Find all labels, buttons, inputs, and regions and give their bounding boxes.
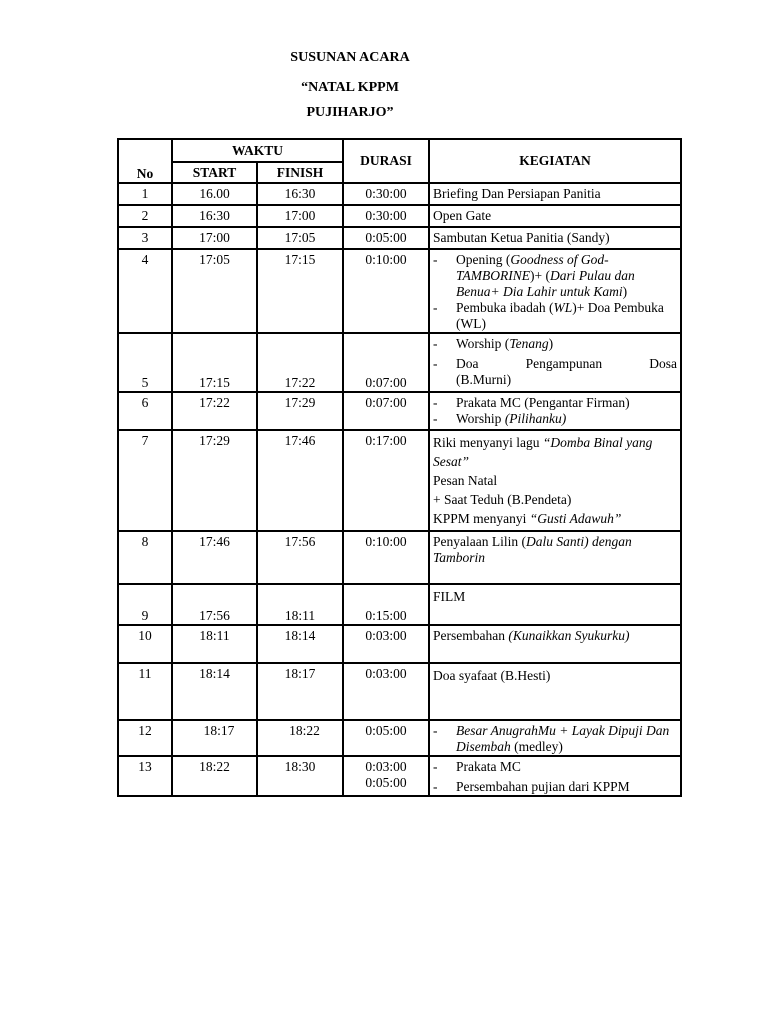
song-title: Besar AnugrahMu + Layak Dipuji Dan Disembah: [456, 723, 670, 754]
header-durasi: DURASI: [343, 139, 429, 183]
header-start: START: [172, 162, 257, 183]
bullet-dash: -: [433, 300, 438, 315]
bullet-dash: -: [433, 336, 438, 351]
text-line: [433, 509, 677, 528]
cell-kegiatan: [429, 430, 681, 531]
cell-finish: 18:11: [257, 584, 343, 625]
cell-no: 5: [118, 333, 172, 392]
cell-finish: 17:46: [257, 430, 343, 531]
cell-kegiatan: [429, 720, 681, 756]
cell-durasi: 0:07:00: [343, 392, 429, 430]
cell-start: 18:22: [172, 756, 257, 796]
cell-start: 17:22: [172, 392, 257, 430]
cell-durasi: 0:10:00: [343, 249, 429, 333]
table-row: [118, 663, 681, 720]
cell-no: 10: [118, 625, 172, 663]
table-row: [118, 625, 681, 663]
cell-finish: 18:30: [257, 756, 343, 796]
text-run: Riki menyanyi lagu: [433, 435, 543, 450]
cell-finish: 18:17: [257, 663, 343, 720]
header-kegiatan: KEGIATAN: [429, 139, 681, 183]
cell-kegiatan: FILM: [429, 584, 681, 625]
cell-start: 17:29: [172, 430, 257, 531]
bullet-dash: -: [433, 252, 438, 267]
cell-no: 13: [118, 756, 172, 796]
table-row: [118, 227, 681, 249]
cell-no: 11: [118, 663, 172, 720]
cell-finish: 17:29: [257, 392, 343, 430]
table-row: [118, 183, 681, 205]
cell-durasi: 0:17:00: [343, 430, 429, 531]
list-item: [433, 779, 677, 795]
cell-no: 1: [118, 183, 172, 205]
cell-durasi: 0:07:00: [343, 333, 429, 392]
cell-start: 17:00: [172, 227, 257, 249]
cell-no: 9: [118, 584, 172, 625]
cell-start: 18:17: [172, 720, 257, 756]
cell-kegiatan: [429, 531, 681, 584]
song-title: (Pilihanku): [504, 411, 567, 426]
cell-durasi: 0:30:00: [343, 205, 429, 227]
cell-start: 17:05: [172, 249, 257, 333]
song-title: “Domba Binal yang Sesat”: [433, 435, 653, 469]
cell-no: 12: [118, 720, 172, 756]
cell-kegiatan: [429, 625, 681, 663]
text-run-italic: Dalu Santi) dengan Tamborin: [433, 534, 632, 565]
cell-kegiatan: Sambutan Ketua Panitia (Sandy): [429, 227, 681, 249]
song-title: “Gusti Adawuh”: [529, 511, 622, 526]
bullet-dash: -: [433, 779, 438, 794]
text-run: )+ (: [530, 268, 550, 283]
durasi-line: 0:05:00: [365, 775, 407, 790]
list-item: [433, 759, 677, 775]
text-run: Persembahan: [433, 628, 509, 643]
header-finish: FINISH: [257, 162, 343, 183]
cell-kegiatan: [429, 756, 681, 796]
cell-start: 16.00: [172, 183, 257, 205]
cell-finish: 18:22: [257, 720, 343, 756]
cell-durasi: 0:03:00: [343, 625, 429, 663]
cell-start: 18:14: [172, 663, 257, 720]
cell-kegiatan: Doa syafaat (B.Hesti): [429, 663, 681, 720]
text-line: Pesan Natal: [433, 473, 498, 488]
cell-start: 16:30: [172, 205, 257, 227]
cell-no: 6: [118, 392, 172, 430]
bullet-dash: -: [433, 411, 438, 426]
song-title: Goodness of God-TAMBORINE: [456, 252, 609, 283]
cell-kegiatan: Open Gate: [429, 205, 681, 227]
cell-finish: 17:05: [257, 227, 343, 249]
list-item: [433, 300, 677, 332]
cell-start: 17:56: [172, 584, 257, 625]
text-run: ): [622, 284, 628, 299]
table-row: [118, 756, 681, 796]
table-row: [118, 430, 681, 531]
document-title: SUSUNAN ACARA: [290, 50, 410, 65]
cell-finish: 17:22: [257, 333, 343, 392]
header-waktu: WAKTU: [172, 139, 343, 162]
text-run: Penyalaan Lilin (: [433, 534, 526, 549]
song-title: (Kunaikkan Syukurku): [508, 628, 630, 643]
text-run: Persembahan pujian dari KPPM: [456, 779, 630, 794]
text-run: Worship: [456, 411, 505, 426]
song-title: Dari Pulau dan Benua+ Dia Lahir untuk Kami: [456, 268, 635, 299]
text-line: [433, 433, 677, 471]
table-row: [118, 392, 681, 430]
cell-kegiatan: [429, 392, 681, 430]
table-row: [118, 205, 681, 227]
cell-no: 4: [118, 249, 172, 333]
text-run: Opening (: [456, 252, 511, 267]
cell-finish: 17:56: [257, 531, 343, 584]
list-item: [433, 723, 677, 755]
table-row: [118, 584, 681, 625]
cell-durasi: 0:05:00: [343, 227, 429, 249]
text-line: + Saat Teduh (B.Pendeta): [433, 492, 572, 507]
cell-durasi: 0:05:00: [343, 720, 429, 756]
cell-start: 17:46: [172, 531, 257, 584]
list-item: [433, 395, 677, 411]
table-row: [118, 249, 681, 333]
document-subtitle-line2: PUJIHARJO”: [306, 105, 394, 120]
schedule-table: [117, 138, 682, 797]
cell-no: 3: [118, 227, 172, 249]
cell-no: 2: [118, 205, 172, 227]
text-run: Prakata MC (Pengantar Firman): [456, 395, 630, 410]
bullet-dash: -: [433, 723, 438, 738]
bullet-dash: -: [433, 759, 438, 774]
list-item: [433, 356, 677, 388]
text-run: Doa Pengampunan Dosa: [456, 356, 678, 371]
text-run: (medley): [510, 739, 563, 754]
cell-no: 7: [118, 430, 172, 531]
cell-kegiatan: Briefing Dan Persiapan Panitia: [429, 183, 681, 205]
song-title: Tenang: [509, 336, 549, 351]
bullet-dash: -: [433, 356, 438, 371]
cell-durasi: 0:03:00: [343, 663, 429, 720]
document-subtitle-line1: “NATAL KPPM: [301, 80, 399, 95]
header-no: No: [118, 139, 172, 183]
text-run-italic: WL: [553, 300, 573, 315]
header-row: [118, 139, 681, 162]
cell-durasi: 0:30:00: [343, 183, 429, 205]
list-item: [433, 336, 677, 352]
cell-finish: 17:00: [257, 205, 343, 227]
list-item: [433, 252, 677, 300]
cell-durasi: [343, 756, 429, 796]
bullet-dash: -: [433, 395, 438, 410]
cell-kegiatan: [429, 249, 681, 333]
durasi-line: 0:03:00: [365, 759, 407, 774]
table-row: [118, 720, 681, 756]
cell-durasi: 0:10:00: [343, 531, 429, 584]
cell-start: 18:11: [172, 625, 257, 663]
cell-durasi: 0:15:00: [343, 584, 429, 625]
table-row: [118, 333, 681, 392]
list-item: [433, 411, 677, 427]
text-run: Pembuka ibadah (: [456, 300, 554, 315]
cell-start: 17:15: [172, 333, 257, 392]
text-run: Prakata MC: [456, 759, 521, 774]
cell-finish: 18:14: [257, 625, 343, 663]
cell-no: 8: [118, 531, 172, 584]
text-run: )+ Doa Pembuka (WL): [456, 300, 664, 331]
text-run: ): [548, 336, 554, 351]
text-run: (B.Murni): [456, 372, 512, 387]
cell-kegiatan: [429, 333, 681, 392]
table-row: [118, 531, 681, 584]
cell-finish: 17:15: [257, 249, 343, 333]
cell-finish: 16:30: [257, 183, 343, 205]
text-run: Worship (: [456, 336, 510, 351]
text-run: KPPM menyanyi: [433, 511, 530, 526]
